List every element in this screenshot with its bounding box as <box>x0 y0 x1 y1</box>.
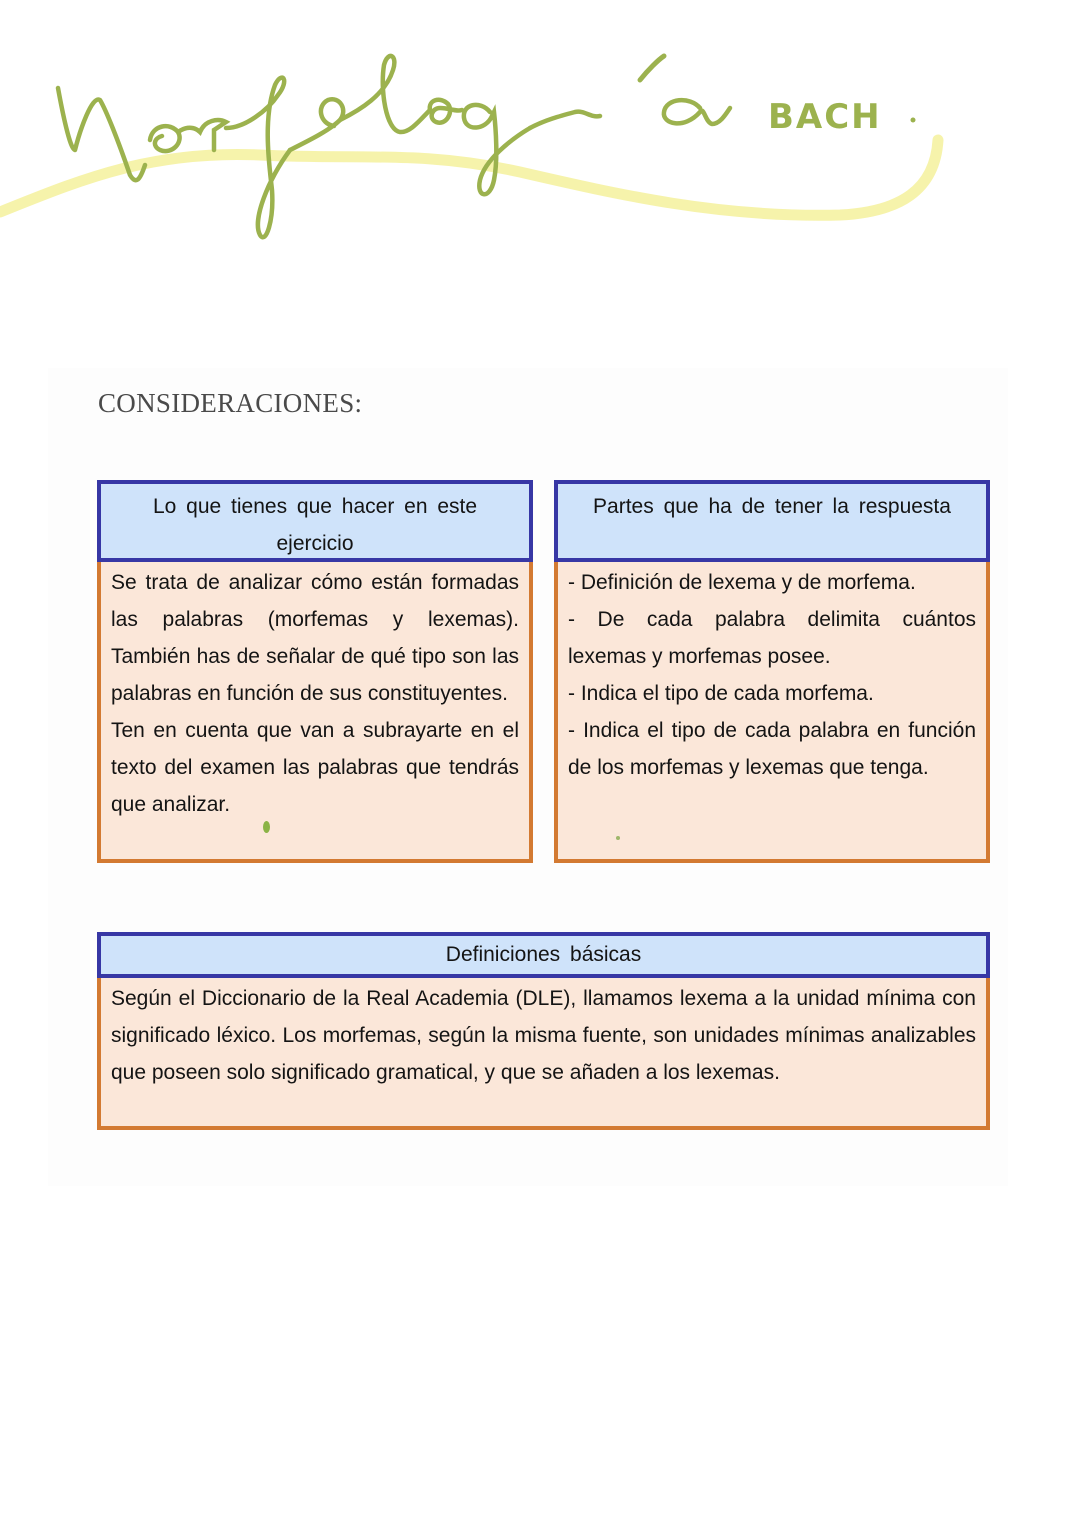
definitions-card <box>97 932 990 1130</box>
subtitle-lettering: BACH <box>768 97 882 137</box>
answer-parts-card <box>554 480 990 863</box>
answer-part-item: - Definición de lexema y de morfema. <box>568 571 916 594</box>
title-lettering-graphic <box>0 0 1080 300</box>
answer-parts-card-header: Partes que ha de tener la respuesta <box>554 480 990 562</box>
section-heading: CONSIDERACIONES: <box>98 388 363 418</box>
handwritten-title <box>0 0 1080 300</box>
definitions-text: Según el Diccionario de la Real Academia (DLE), llamamos lexema a la unidad mínima con significado léxico. Los morfemas, según la misma fuente, son unidades mínimas analizables que poseen solo significado gramatical, y que se añaden a los lexemas. <box>111 987 976 1084</box>
task-card <box>97 480 533 863</box>
definitions-card-header: Definiciones básicas <box>97 932 990 978</box>
answer-part-item: - De cada palabra delimita cuántos lexemas y morfemas posee. <box>568 608 976 668</box>
task-card-header: Lo que tienes que hacer en este ejercicio <box>97 480 533 562</box>
ink-mark <box>263 821 270 833</box>
task-card-body <box>97 562 533 863</box>
answer-part-item: - Indica el tipo de cada morfema. <box>568 682 874 705</box>
task-paragraph: Se trata de analizar cómo están formadas las palabras (morfemas y lexemas). También has de señalar de qué tipo son las palabras en función de sus constituyentes. <box>111 571 519 705</box>
answer-part-item: - Indica el tipo de cada palabra en función de los morfemas y lexemas que tenga. <box>568 719 976 779</box>
answer-parts-card-body <box>554 562 990 863</box>
task-paragraph: Ten en cuenta que van a subrayarte en el texto del examen las palabras que tendrás que analizar. <box>111 719 519 816</box>
definitions-card-body <box>97 978 990 1130</box>
ink-speck <box>616 836 620 840</box>
